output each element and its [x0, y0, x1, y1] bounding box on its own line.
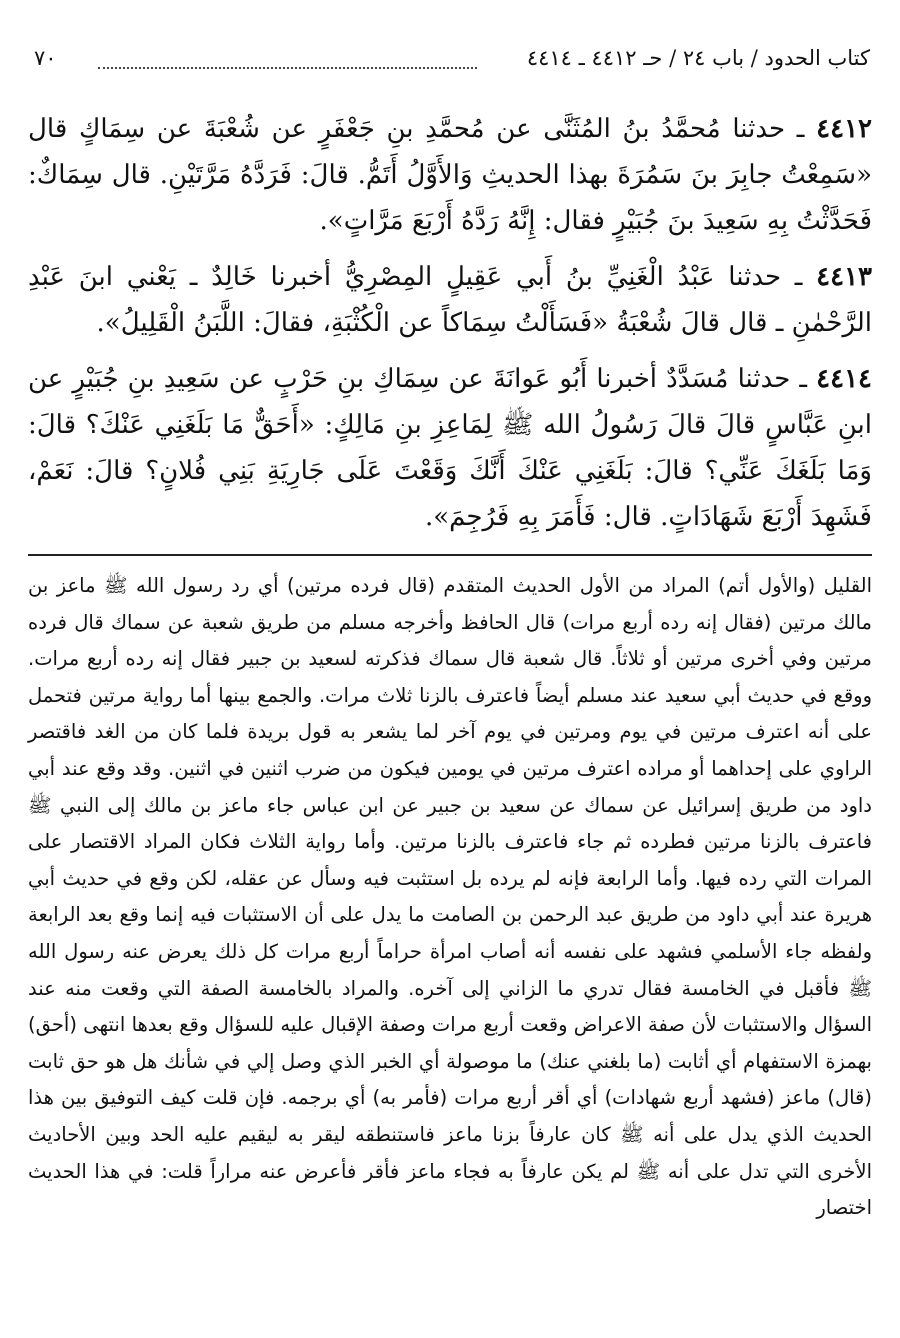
hadith-body: ـ حدثنا عَبْدُ الْغَنِيِّ بنُ أَبي عَقِيلٍ المِصْرِيُّ أخبرنا خَالِدٌ ـ يَعْني ابنَ عَبْدِ الرَّحْمٰنِ ـ قال قالَ شُعْبَةُ «فَسَأَلْتُ سِمَاكاً عن الْكُثْبَةِ، فقالَ: اللَّبَنُ الْقَلِيلُ».	[28, 262, 872, 338]
hadith-body: ـ حدثنا مُحمَّدُ بنُ المُثَنَّى عن مُحمَّدِ بنِ جَعْفَرٍ عن شُعْبَةَ عن سِمَاكٍ قال «سَمِعْتُ جابِرَ بنَ سَمُرَةَ بهذا الحديثِ وَالأَوَّلُ أَتَمُّ. قالَ: فَرَدَّهُ مَرَّتَيْنِ. قال سِمَاكٌ: فَحَدَّثْتُ بِهِ سَعِيدَ بنَ جُبَيْرٍ فقال: إِنَّهُ رَدَّهُ أَرْبَعَ مَرَّاتٍ».	[28, 114, 872, 236]
hadith-number: ٤٤١٤	[816, 364, 872, 394]
running-head-title: كتاب الحدود / باب ٢٤ / حـ ٤٤١٢ ـ ٤٤١٤	[526, 46, 870, 70]
hadith-text-block	[28, 106, 872, 540]
hadith-number: ٤٤١٣	[816, 262, 872, 292]
hadith-4412	[28, 106, 872, 244]
hadith-number: ٤٤١٢	[816, 114, 872, 144]
running-head	[28, 40, 872, 82]
running-head-dotted-leader	[98, 67, 477, 69]
hadith-body: ـ حدثنا مُسَدَّدٌ أخبرنا أَبُو عَوانَةَ عن سِمَاكِ بنِ حَرْبٍ عن سَعِيدِ بنِ جُبَيْرٍ عن ابنِ عَبَّاسٍ قالَ قالَ رَسُولُ الله ﷺ لِمَاعِزِ بنِ مَالِكٍ: «أَحَقٌّ مَا بَلَغَنِي عَنْكَ؟ قالَ: وَمَا بَلَغَكَ عَنِّي؟ قالَ: بَلَغَنِي عَنْكَ أَنَّكَ وَقَعْتَ عَلَى جَارِيَةِ بَنِي فُلانٍ؟ قالَ: نَعَمْ، فَشَهِدَ أَرْبَعَ شَهَادَاتٍ. قال: فَأَمَرَ بِهِ فَرُجِمَ».	[28, 364, 872, 532]
book-page	[28, 40, 872, 1227]
hadith-4414	[28, 356, 872, 540]
section-divider	[28, 554, 872, 556]
commentary-footnote: القليل (والأول أتم) المراد من الأول الحديث المتقدم (قال فرده مرتين) أي رد رسول الله ﷺ ماعز بن مالك مرتين (فقال إنه رده أربع مرات) قال الحافظ وأخرجه مسلم من طريق شعبة عن سماك قال فرده مرتين وفي أخرى مرتين أو ثلاثاً. قال شعبة قال سماك فذكرته لسعيد بن جبير فقال إنه رده أربع مرات. ووقع في حديث أبي سعيد عند مسلم أيضاً فاعترف بالزنا ثلاث مرات. والجمع بينها أما رواية مرتين فتحمل على أنه اعترف مرتين في يوم ومرتين في يوم آخر لما يشعر به قول بريدة فلما كان من الغد فاقتصر الراوي على إحداهما أو مراده اعترف مرتين في يومين فيكون من ضرب اثنين في اثنين. وقد وقع عند أبي داود من طريق إسرائيل عن سماك عن سعيد بن جبير عن ابن عباس جاء ماعز بن مالك إلى النبي ﷺ فاعترف بالزنا مرتين فطرده ثم جاء فاعترف بالزنا مرتين. وأما رواية الثلاث فكان المراد الاقتصار على المرات التي رده فيها. وأما الرابعة فإنه لم يرده بل استثبت فيه وسأل عن عقله، لكن وقع في حديث أبي هريرة عند أبي داود من طريق عبد الرحمن بن الصامت ما يدل على أن الاستثبات فيه إنما وقع بعد الرابعة ولفظه جاء الأسلمي فشهد على نفسه أنه أصاب امرأة حراماً أربع مرات كل ذلك يعرض عنه رسول الله ﷺ فأقبل في الخامسة فقال تدري ما الزاني إلى آخره. والمراد بالخامسة الصفة التي وقعت منه عند السؤال والاستثبات لأن صفة الاعراض وقعت أربع مرات وصفة الإقبال عليه للسؤال وقع بعدها انتهى (أحق) بهمزة الاستفهام أي أثابت (ما بلغني عنك) ما موصولة أي الخبر الذي وصل إلي في شأنك هل هو حق ثابت (قال) ماعز (فشهد أربع شهادات) أي أقر أربع مرات (فأمر به) أي برجمه. فإن قلت كيف التوفيق بين هذا الحديث الذي يدل على أنه ﷺ كان عارفاً بزنا ماعز فاستنطقه ليقر به ليقيم عليه الحد وبين الأحاديث الأخرى التي تدل على أنه ﷺ لم يكن عارفاً به فجاء ماعز فأقر فأعرض عنه مراراً قلت: في هذا الحديث اختصار	[28, 574, 872, 1220]
page-number: ٧٠	[34, 46, 57, 70]
hadith-4413	[28, 254, 872, 346]
